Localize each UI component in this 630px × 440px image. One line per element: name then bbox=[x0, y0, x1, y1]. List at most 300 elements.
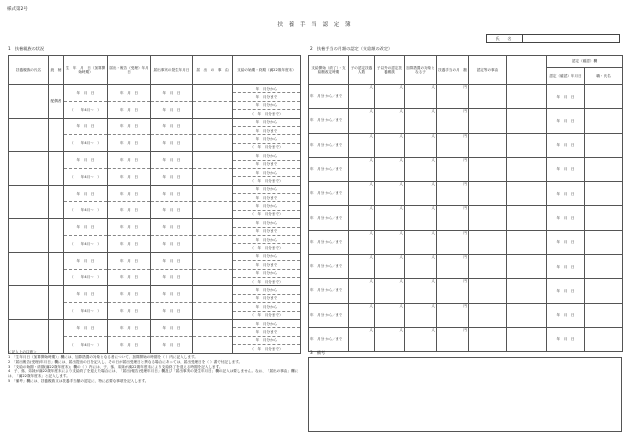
reason-cell[interactable] bbox=[193, 85, 233, 102]
relation-cell[interactable] bbox=[49, 319, 64, 353]
reason-cell[interactable] bbox=[193, 303, 233, 320]
period-cell[interactable]: 年 月分まで bbox=[233, 160, 301, 168]
period-cell[interactable]: （ 年 月分まで） bbox=[233, 143, 301, 151]
from-to-text: から／まで bbox=[325, 118, 343, 123]
others-count-cell[interactable] bbox=[375, 279, 405, 303]
person-unit: 人 bbox=[399, 182, 403, 187]
reason-cell[interactable] bbox=[469, 279, 507, 303]
blank-cell[interactable] bbox=[507, 157, 547, 181]
period-cell[interactable]: （ 年 月分まで） bbox=[233, 210, 301, 218]
others-count-cell[interactable] bbox=[375, 230, 405, 254]
confirm-date-cell[interactable]: 年 月 日 bbox=[547, 230, 585, 254]
birth-cell[interactable]: 年 月 日 bbox=[64, 185, 108, 202]
amount-cell[interactable] bbox=[437, 303, 469, 327]
reason-cell[interactable] bbox=[193, 152, 233, 169]
relation-cell[interactable] bbox=[49, 286, 64, 320]
from-to-text: から／まで bbox=[325, 336, 343, 341]
dependent-name-cell[interactable] bbox=[9, 252, 49, 286]
age-cell[interactable]: （ 年4月〜 ） bbox=[64, 202, 108, 219]
note-item: 5 「備考」欄には、扶養親族又は扶養手当額の認定に、特に必要な事項を記入します。 bbox=[8, 379, 149, 384]
period-cell[interactable]: 年 月分から bbox=[233, 303, 301, 311]
period-cell[interactable]: 年 月分から bbox=[233, 101, 301, 109]
occur-date-cell[interactable]: 年 月 日 bbox=[151, 269, 193, 286]
person-unit: 人 bbox=[399, 327, 403, 332]
period-cell[interactable]: 年 月分から bbox=[233, 319, 301, 327]
yen-unit: 円 bbox=[463, 109, 467, 114]
others-count-cell[interactable] bbox=[375, 133, 405, 157]
from-to-text: から／まで bbox=[325, 142, 343, 147]
add-count-cell[interactable] bbox=[405, 157, 437, 181]
note-item: 1 「生年月日（加算開始時期）」欄には、加算措置の対象となる者について、加算開始の時期を（ ）内に記入します。 bbox=[8, 354, 198, 359]
birth-cell[interactable]: 年 月 日 bbox=[64, 85, 108, 102]
person-unit: 人 bbox=[431, 279, 435, 284]
reason-cell[interactable] bbox=[469, 133, 507, 157]
notify-date-cell[interactable]: 年 月 日 bbox=[108, 269, 151, 286]
confirm-date-cell[interactable]: 年 月 日 bbox=[547, 182, 585, 206]
rheader-children: 子の認定扶養人数 bbox=[349, 56, 375, 85]
remarks-box[interactable] bbox=[308, 357, 622, 432]
person-unit: 人 bbox=[399, 303, 403, 308]
from-to-text: から／まで bbox=[325, 264, 343, 269]
blank-cell[interactable] bbox=[507, 230, 547, 254]
start-month-text: 年 月分 bbox=[310, 191, 325, 196]
period-cell[interactable]: 年 月分まで bbox=[233, 227, 301, 235]
period-cell[interactable]: 年 月分から bbox=[233, 135, 301, 143]
yen-unit: 円 bbox=[463, 303, 467, 308]
confirm-name-cell[interactable] bbox=[585, 182, 623, 206]
person-unit: 人 bbox=[369, 133, 373, 138]
confirm-name-cell[interactable] bbox=[585, 85, 623, 109]
period-cell[interactable]: 年 月分から bbox=[233, 185, 301, 193]
start-month-text: 年 月分 bbox=[310, 94, 325, 99]
start-month-cell[interactable] bbox=[309, 230, 349, 254]
notify-date-cell[interactable]: 年 月 日 bbox=[108, 303, 151, 320]
reason-cell[interactable] bbox=[193, 252, 233, 269]
period-cell[interactable]: 年 月分から bbox=[233, 219, 301, 227]
person-unit: 人 bbox=[431, 109, 435, 114]
relation-cell[interactable] bbox=[49, 118, 64, 152]
person-unit: 人 bbox=[369, 279, 373, 284]
reason-cell[interactable] bbox=[193, 101, 233, 118]
others-count-cell[interactable] bbox=[375, 303, 405, 327]
occur-date-cell[interactable]: 年 月 日 bbox=[151, 252, 193, 269]
blank-cell[interactable] bbox=[507, 279, 547, 303]
person-unit: 人 bbox=[369, 303, 373, 308]
period-cell[interactable]: 年 月分から bbox=[233, 152, 301, 160]
yen-unit: 円 bbox=[463, 206, 467, 211]
birth-cell[interactable]: 年 月 日 bbox=[64, 252, 108, 269]
add-count-cell[interactable] bbox=[405, 327, 437, 351]
notify-date-cell[interactable]: 年 月 日 bbox=[108, 101, 151, 118]
confirm-name-cell[interactable] bbox=[585, 133, 623, 157]
start-month-text: 年 月分 bbox=[310, 118, 325, 123]
start-month-text: 年 月分 bbox=[310, 167, 325, 171]
period-cell[interactable]: 年 月分まで bbox=[233, 328, 301, 336]
rheader-blank bbox=[507, 56, 547, 85]
period-cell[interactable]: （ 年 月分まで） bbox=[233, 277, 301, 285]
person-unit: 人 bbox=[369, 206, 373, 211]
person-unit: 人 bbox=[399, 230, 403, 235]
dependent-name-cell[interactable] bbox=[9, 152, 49, 186]
children-count-cell[interactable] bbox=[349, 206, 375, 230]
person-unit: 人 bbox=[431, 157, 435, 162]
period-cell[interactable]: （ 年 月分まで） bbox=[233, 244, 301, 252]
others-count-cell[interactable] bbox=[375, 157, 405, 181]
children-count-cell[interactable] bbox=[349, 157, 375, 181]
allowance-table bbox=[308, 55, 623, 352]
reason-cell[interactable] bbox=[469, 85, 507, 109]
add-count-cell[interactable] bbox=[405, 85, 437, 109]
period-cell[interactable]: 年 月分まで bbox=[233, 261, 301, 269]
header-occur: 届出事実の発生年月日 bbox=[151, 56, 193, 85]
person-unit: 人 bbox=[399, 85, 403, 89]
amount-cell[interactable] bbox=[437, 133, 469, 157]
note-item: 2 「届出報告(受理)年月日」欄には、届出提出の日を記入し、その日が届出受理日と異なる場合にあっては、届出受理日を（ ）書で付記します。 bbox=[8, 359, 243, 364]
occur-date-cell[interactable]: 年 月 日 bbox=[151, 319, 193, 336]
reason-cell[interactable] bbox=[193, 269, 233, 286]
confirm-name-cell[interactable] bbox=[585, 157, 623, 181]
blank-cell[interactable] bbox=[507, 254, 547, 278]
person-unit: 人 bbox=[399, 157, 403, 162]
confirm-name-cell[interactable] bbox=[585, 109, 623, 133]
reason-cell[interactable] bbox=[193, 135, 233, 152]
rheader-amount: 扶養手当の月 額 bbox=[437, 56, 469, 85]
notify-date-cell[interactable]: 年 月 日 bbox=[108, 135, 151, 152]
yen-unit: 円 bbox=[463, 133, 467, 138]
start-month-cell[interactable] bbox=[309, 182, 349, 206]
from-to-text: から／まで bbox=[325, 239, 343, 244]
period-cell[interactable]: 年 月分まで bbox=[233, 126, 301, 134]
dependent-name-cell[interactable] bbox=[9, 118, 49, 152]
person-unit: 人 bbox=[369, 109, 373, 114]
start-month-text: 年 月分 bbox=[310, 264, 325, 269]
confirm-date-cell[interactable]: 年 月 日 bbox=[547, 279, 585, 303]
person-unit: 人 bbox=[399, 133, 403, 138]
start-month-text: 年 月分 bbox=[310, 288, 325, 293]
others-count-cell[interactable] bbox=[375, 206, 405, 230]
relation-cell[interactable] bbox=[49, 252, 64, 286]
rheader-confirm: 認定（確認）欄 bbox=[547, 56, 623, 68]
from-to-text: から／まで bbox=[325, 167, 343, 171]
confirm-date-cell[interactable]: 年 月 日 bbox=[547, 109, 585, 133]
note-item: 4 子、孫、弟妹が満22歳年度末により支給終了を迎えた場合には、「届出(報告)受理年月日」欄及び「届出事実の発生年月日」欄の記入は要しません。なお、「届出の事由」欄には、「満22歳年度末」と記入します。 bbox=[8, 369, 299, 379]
blank-cell[interactable] bbox=[507, 303, 547, 327]
header-reason: 届 出 の 事 由 bbox=[193, 56, 233, 85]
blank-cell[interactable] bbox=[507, 206, 547, 230]
others-count-cell[interactable] bbox=[375, 109, 405, 133]
from-to-text: から／まで bbox=[325, 312, 343, 317]
person-unit: 人 bbox=[431, 182, 435, 187]
occur-date-cell[interactable]: 年 月 日 bbox=[151, 236, 193, 253]
dependent-name-cell[interactable] bbox=[9, 286, 49, 320]
amount-cell[interactable] bbox=[437, 157, 469, 181]
person-unit: 人 bbox=[369, 230, 373, 235]
others-count-cell[interactable] bbox=[375, 254, 405, 278]
person-unit: 人 bbox=[431, 133, 435, 138]
reason-cell[interactable] bbox=[193, 202, 233, 219]
start-month-cell[interactable] bbox=[309, 109, 349, 133]
from-to-text: から／まで bbox=[325, 215, 343, 220]
name-field[interactable] bbox=[523, 35, 619, 42]
age-cell[interactable]: （ 年4月〜 ） bbox=[64, 269, 108, 286]
dependent-name-cell[interactable] bbox=[9, 185, 49, 219]
age-cell[interactable]: （ 年4月〜 ） bbox=[64, 236, 108, 253]
occur-date-cell[interactable]: 年 月 日 bbox=[151, 168, 193, 185]
notify-date-cell[interactable]: 年 月 日 bbox=[108, 118, 151, 135]
occur-date-cell[interactable]: 年 月 日 bbox=[151, 219, 193, 236]
dependents-table bbox=[8, 55, 301, 354]
period-cell[interactable]: 年 月分から bbox=[233, 269, 301, 277]
reason-cell[interactable] bbox=[193, 319, 233, 336]
reason-cell[interactable] bbox=[193, 168, 233, 185]
period-cell[interactable]: 年 月分から bbox=[233, 202, 301, 210]
confirm-date-cell[interactable]: 年 月 日 bbox=[547, 254, 585, 278]
note-item: 3 「支給の始期・終期(満22歳年度末)」欄の（ ）内には、子、孫、弟妹が満22歳年度末により支給終了を迎える時期を記入します。 bbox=[8, 364, 223, 369]
reason-cell[interactable] bbox=[193, 286, 233, 303]
period-cell[interactable]: （ 年 月分まで） bbox=[233, 311, 301, 319]
age-cell[interactable]: （ 年4月〜 ） bbox=[64, 101, 108, 118]
period-cell[interactable]: 年 月分まで bbox=[233, 194, 301, 202]
amount-cell[interactable] bbox=[437, 182, 469, 206]
reason-cell[interactable] bbox=[193, 219, 233, 236]
reason-cell[interactable] bbox=[469, 303, 507, 327]
person-unit: 人 bbox=[431, 327, 435, 332]
person-unit: 人 bbox=[369, 182, 373, 187]
children-count-cell[interactable] bbox=[349, 254, 375, 278]
notify-date-cell[interactable]: 年 月 日 bbox=[108, 168, 151, 185]
period-cell[interactable]: 年 月分まで bbox=[233, 294, 301, 302]
children-count-cell[interactable] bbox=[349, 133, 375, 157]
add-count-cell[interactable] bbox=[405, 230, 437, 254]
header-period: 支給の始期・終期（満22歳年度末） bbox=[233, 56, 301, 85]
period-cell[interactable]: 年 月分から bbox=[233, 85, 301, 93]
notify-date-cell[interactable]: 年 月 日 bbox=[108, 219, 151, 236]
reason-cell[interactable] bbox=[469, 327, 507, 351]
dependent-name-cell[interactable] bbox=[9, 319, 49, 353]
amount-cell[interactable] bbox=[437, 230, 469, 254]
confirm-name-cell[interactable] bbox=[585, 303, 623, 327]
person-unit: 人 bbox=[399, 279, 403, 284]
yen-unit: 円 bbox=[463, 279, 467, 284]
amount-cell[interactable] bbox=[437, 206, 469, 230]
children-count-cell[interactable] bbox=[349, 182, 375, 206]
birth-cell[interactable]: 年 月 日 bbox=[64, 219, 108, 236]
notify-date-cell[interactable]: 年 月 日 bbox=[108, 236, 151, 253]
yen-unit: 円 bbox=[463, 182, 467, 187]
start-month-cell[interactable] bbox=[309, 279, 349, 303]
person-unit: 人 bbox=[399, 109, 403, 114]
occur-date-cell[interactable]: 年 月 日 bbox=[151, 336, 193, 353]
add-count-cell[interactable] bbox=[405, 303, 437, 327]
children-count-cell[interactable] bbox=[349, 303, 375, 327]
confirm-name-cell[interactable] bbox=[585, 327, 623, 351]
start-month-text: 年 月分 bbox=[310, 336, 325, 341]
rheader-start: 支給開始（終了）・支給額改定時期 bbox=[309, 56, 349, 85]
notify-date-cell[interactable]: 年 月 日 bbox=[108, 85, 151, 102]
reason-cell[interactable] bbox=[193, 236, 233, 253]
start-month-cell[interactable] bbox=[309, 206, 349, 230]
amount-cell[interactable] bbox=[437, 254, 469, 278]
blank-cell[interactable] bbox=[507, 327, 547, 351]
confirm-name-cell[interactable] bbox=[585, 279, 623, 303]
section2-title: 2 扶養手当の月額の認定（支給額の改定） bbox=[310, 46, 393, 51]
blank-cell[interactable] bbox=[507, 109, 547, 133]
blank-cell[interactable] bbox=[507, 133, 547, 157]
age-cell[interactable]: （ 年4月〜 ） bbox=[64, 336, 108, 353]
reason-cell[interactable] bbox=[469, 254, 507, 278]
others-count-cell[interactable] bbox=[375, 327, 405, 351]
notify-date-cell[interactable]: 年 月 日 bbox=[108, 152, 151, 169]
occur-date-cell[interactable]: 年 月 日 bbox=[151, 152, 193, 169]
notes-title: ＜記入上の注意＞ bbox=[8, 350, 37, 354]
yen-unit: 円 bbox=[463, 254, 467, 259]
start-month-text: 年 月分 bbox=[310, 312, 325, 317]
amount-cell[interactable] bbox=[437, 279, 469, 303]
add-count-cell[interactable] bbox=[405, 206, 437, 230]
period-cell[interactable]: （ 年 月分まで） bbox=[233, 110, 301, 118]
person-unit: 人 bbox=[431, 85, 435, 89]
period-cell[interactable]: 年 月分から bbox=[233, 118, 301, 126]
confirm-name-cell[interactable] bbox=[585, 230, 623, 254]
amount-cell[interactable] bbox=[437, 327, 469, 351]
confirm-name-cell[interactable] bbox=[585, 254, 623, 278]
notify-date-cell[interactable]: 年 月 日 bbox=[108, 319, 151, 336]
period-cell[interactable]: （ 年 月分まで） bbox=[233, 345, 301, 353]
page-title: 扶 養 手 当 認 定 簿 bbox=[277, 22, 353, 28]
birth-cell[interactable]: 年 月 日 bbox=[64, 118, 108, 135]
yen-unit: 円 bbox=[463, 230, 467, 235]
occur-date-cell[interactable]: 年 月 日 bbox=[151, 185, 193, 202]
confirm-date-cell[interactable]: 年 月 日 bbox=[547, 85, 585, 109]
period-cell[interactable]: 年 月分から bbox=[233, 236, 301, 244]
confirm-date-cell[interactable]: 年 月 日 bbox=[547, 206, 585, 230]
amount-cell[interactable] bbox=[437, 85, 469, 109]
name-box bbox=[486, 34, 620, 43]
confirm-date-cell[interactable]: 年 月 日 bbox=[547, 133, 585, 157]
confirm-date-cell[interactable]: 年 月 日 bbox=[547, 303, 585, 327]
person-unit: 人 bbox=[369, 85, 373, 89]
from-to-text: から／まで bbox=[325, 288, 343, 293]
person-unit: 人 bbox=[431, 254, 435, 259]
children-count-cell[interactable] bbox=[349, 230, 375, 254]
reason-cell[interactable] bbox=[469, 206, 507, 230]
person-unit: 人 bbox=[431, 303, 435, 308]
name-label: 氏 名 bbox=[487, 35, 523, 42]
confirm-name-cell[interactable] bbox=[585, 206, 623, 230]
birth-cell[interactable]: 年 月 日 bbox=[64, 286, 108, 303]
dependent-name-cell[interactable] bbox=[9, 85, 49, 119]
start-month-text: 年 月分 bbox=[310, 142, 325, 147]
person-unit: 人 bbox=[431, 206, 435, 211]
rheader-others: 子以外の認定扶養親族 bbox=[375, 56, 405, 85]
period-cell[interactable]: 年 月分から bbox=[233, 286, 301, 294]
relation-cell[interactable] bbox=[49, 219, 64, 253]
occur-date-cell[interactable]: 年 月 日 bbox=[151, 286, 193, 303]
blank-cell[interactable] bbox=[507, 85, 547, 109]
reason-cell[interactable] bbox=[469, 182, 507, 206]
birth-cell[interactable]: 年 月 日 bbox=[64, 152, 108, 169]
period-cell[interactable]: 年 月分から bbox=[233, 252, 301, 260]
from-to-text: から／まで bbox=[325, 94, 343, 99]
dependent-name-cell[interactable] bbox=[9, 219, 49, 253]
start-month-cell[interactable] bbox=[309, 133, 349, 157]
notify-date-cell[interactable]: 年 月 日 bbox=[108, 185, 151, 202]
blank-cell[interactable] bbox=[507, 182, 547, 206]
occur-date-cell[interactable]: 年 月 日 bbox=[151, 303, 193, 320]
from-to-text: から／まで bbox=[325, 191, 343, 196]
period-cell[interactable]: （ 年 月分まで） bbox=[233, 177, 301, 185]
yen-unit: 円 bbox=[463, 327, 467, 332]
start-month-cell[interactable] bbox=[309, 157, 349, 181]
occur-date-cell[interactable]: 年 月 日 bbox=[151, 135, 193, 152]
rheader-reason: 認定等の事由 bbox=[469, 56, 507, 85]
notify-date-cell[interactable]: 年 月 日 bbox=[108, 252, 151, 269]
others-count-cell[interactable] bbox=[375, 182, 405, 206]
confirm-date-cell[interactable]: 年 月 日 bbox=[547, 157, 585, 181]
period-cell[interactable]: 年 月分から bbox=[233, 168, 301, 176]
start-month-cell[interactable] bbox=[309, 254, 349, 278]
birth-cell[interactable]: 年 月 日 bbox=[64, 319, 108, 336]
add-count-cell[interactable] bbox=[405, 182, 437, 206]
reason-cell[interactable] bbox=[193, 118, 233, 135]
age-cell[interactable]: （ 年4月〜 ） bbox=[64, 303, 108, 320]
start-month-cell[interactable] bbox=[309, 327, 349, 351]
amount-cell[interactable] bbox=[437, 109, 469, 133]
person-unit: 人 bbox=[399, 254, 403, 259]
start-month-cell[interactable] bbox=[309, 303, 349, 327]
children-count-cell[interactable] bbox=[349, 85, 375, 109]
age-cell[interactable]: （ 年4月〜 ） bbox=[64, 135, 108, 152]
start-month-text: 年 月分 bbox=[310, 215, 325, 220]
occur-date-cell[interactable]: 年 月 日 bbox=[151, 202, 193, 219]
reason-cell[interactable] bbox=[469, 109, 507, 133]
reason-cell[interactable] bbox=[469, 157, 507, 181]
children-count-cell[interactable] bbox=[349, 109, 375, 133]
header-name: 扶養親族の氏名 bbox=[9, 56, 49, 85]
person-unit: 人 bbox=[399, 206, 403, 211]
confirm-date-cell[interactable]: 年 月 日 bbox=[547, 327, 585, 351]
reason-cell[interactable] bbox=[193, 185, 233, 202]
period-cell[interactable]: 年 月分まで bbox=[233, 93, 301, 101]
others-count-cell[interactable] bbox=[375, 85, 405, 109]
add-count-cell[interactable] bbox=[405, 133, 437, 157]
relation-cell[interactable] bbox=[49, 152, 64, 186]
header-birth: 生 年 月 日（加算開始時期） bbox=[64, 56, 108, 85]
relation-cell[interactable]: 配偶者 bbox=[49, 85, 64, 119]
add-count-cell[interactable] bbox=[405, 109, 437, 133]
start-month-cell[interactable] bbox=[309, 85, 349, 109]
occur-date-cell[interactable]: 年 月 日 bbox=[151, 101, 193, 118]
instructions bbox=[8, 350, 300, 384]
children-count-cell[interactable] bbox=[349, 279, 375, 303]
notify-date-cell[interactable]: 年 月 日 bbox=[108, 336, 151, 353]
header-notify: 届出・報告（受理）年月日 bbox=[108, 56, 151, 85]
reason-cell[interactable] bbox=[469, 230, 507, 254]
rheader-add: 加算措置の対象となる子 bbox=[405, 56, 437, 85]
section3-title: 3 備考 bbox=[310, 350, 326, 355]
add-count-cell[interactable] bbox=[405, 254, 437, 278]
header-relation: 続 柄 bbox=[49, 56, 64, 85]
occur-date-cell[interactable]: 年 月 日 bbox=[151, 85, 193, 102]
children-count-cell[interactable] bbox=[349, 327, 375, 351]
add-count-cell[interactable] bbox=[405, 279, 437, 303]
period-cell[interactable]: 年 月分から bbox=[233, 336, 301, 344]
notify-date-cell[interactable]: 年 月 日 bbox=[108, 286, 151, 303]
relation-cell[interactable] bbox=[49, 185, 64, 219]
occur-date-cell[interactable]: 年 月 日 bbox=[151, 118, 193, 135]
notify-date-cell[interactable]: 年 月 日 bbox=[108, 202, 151, 219]
age-cell[interactable]: （ 年4月〜 ） bbox=[64, 168, 108, 185]
